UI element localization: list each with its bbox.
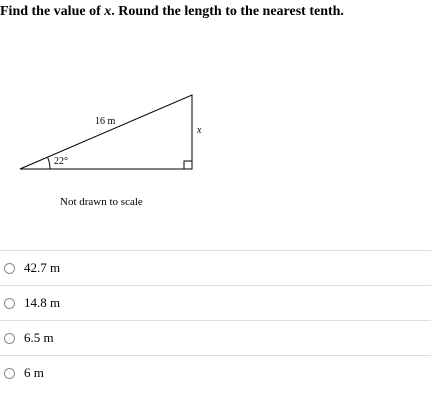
- radio-icon[interactable]: [4, 368, 15, 379]
- question-text-before: Find the value of: [0, 4, 105, 19]
- answer-options: [0, 250, 431, 390]
- hypotenuse-label: 16 m: [95, 116, 116, 127]
- angle-arc: [48, 158, 50, 169]
- question-variable: x: [104, 4, 112, 19]
- answer-option-2[interactable]: [0, 285, 431, 320]
- right-angle-marker: [184, 161, 192, 169]
- answer-option-label: 6.5 m: [24, 330, 54, 345]
- side-x-label: x: [197, 125, 202, 136]
- radio-icon[interactable]: [4, 263, 15, 274]
- angle-label: 22°: [54, 156, 68, 167]
- scale-caption: Not drawn to scale: [60, 196, 143, 208]
- answer-option-label: 42.7 m: [24, 260, 61, 275]
- answer-option-3[interactable]: [0, 320, 431, 355]
- radio-icon[interactable]: [4, 298, 15, 309]
- answer-option-label: 6 m: [24, 365, 44, 380]
- right-triangle: [20, 95, 192, 169]
- answer-option-4[interactable]: [0, 355, 431, 390]
- triangle-diagram: [0, 80, 240, 180]
- question-text-after: . Round the length to the nearest tenth.: [111, 4, 344, 19]
- triangle-figure: [0, 80, 240, 180]
- question-text: [0, 4, 344, 20]
- answer-option-1[interactable]: [0, 250, 431, 285]
- radio-icon[interactable]: [4, 333, 15, 344]
- answer-option-label: 14.8 m: [24, 295, 61, 310]
